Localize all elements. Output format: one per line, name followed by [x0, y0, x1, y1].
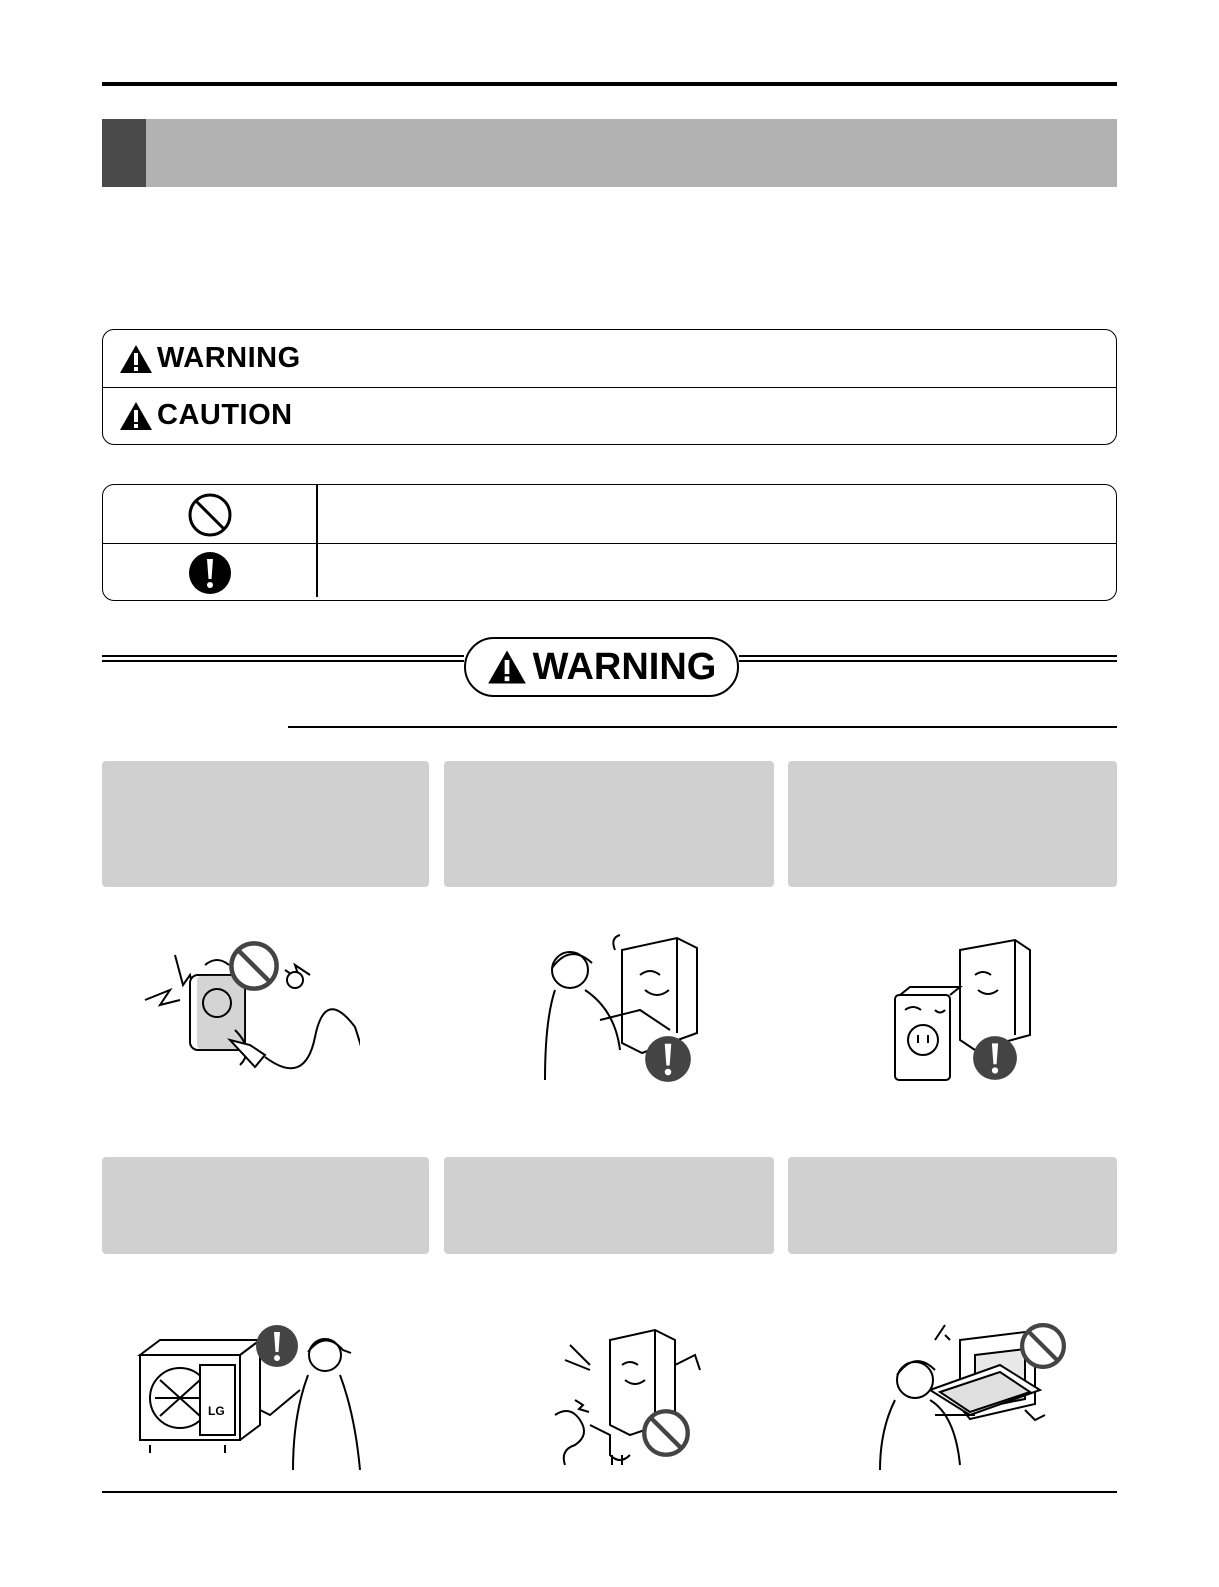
- symbol-row-prohibition: [103, 485, 1116, 544]
- warning-label: WARNING: [157, 342, 301, 374]
- instruction-card: [102, 1157, 429, 1254]
- instruction-card: [102, 761, 429, 887]
- outdoor-unit-with-technician-illustration: [130, 1320, 370, 1470]
- symbol-table: [102, 484, 1117, 601]
- instruction-card: [444, 761, 774, 887]
- mandatory-action-icon: [187, 550, 233, 596]
- banner-right-double-rule: [739, 655, 1117, 662]
- mandatory-action-icon: [643, 1034, 693, 1084]
- warning-label-group: [119, 342, 301, 375]
- prohibition-icon: [187, 492, 233, 538]
- warning-triangle-icon: [487, 649, 527, 685]
- banner-left-double-rule: [102, 655, 464, 662]
- instruction-card: [444, 1157, 774, 1254]
- prohibition-icon: [228, 940, 280, 992]
- lg-logo: LG: [208, 1404, 225, 1418]
- installer-with-indoor-unit-illustration: [540, 930, 730, 1090]
- signal-row-warning: [103, 330, 1116, 388]
- warning-banner-label: WARNING: [532, 645, 717, 688]
- prohibition-icon: [1019, 1322, 1067, 1370]
- caution-triangle-icon: [119, 401, 153, 431]
- instruction-card: [788, 1157, 1117, 1254]
- signal-row-caution: [103, 387, 1116, 444]
- bottom-rule: [102, 1491, 1117, 1493]
- caution-label-group: [119, 399, 293, 432]
- outlet-with-indoor-unit-illustration: [890, 935, 1050, 1095]
- warning-triangle-icon: [119, 344, 153, 374]
- caution-label: CAUTION: [157, 399, 293, 431]
- prohibition-icon: [641, 1408, 691, 1458]
- warning-banner: [464, 637, 739, 697]
- mandatory-action-icon: [971, 1034, 1019, 1082]
- sub-heading-rule: [288, 726, 1117, 728]
- mandatory-action-icon: [254, 1323, 300, 1369]
- top-rule: [102, 82, 1117, 86]
- instruction-card: [788, 761, 1117, 887]
- title-tab: [102, 119, 146, 187]
- symbol-row-mandatory: [103, 543, 1116, 601]
- signal-word-table: [102, 329, 1117, 445]
- section-title-bar: [102, 119, 1117, 187]
